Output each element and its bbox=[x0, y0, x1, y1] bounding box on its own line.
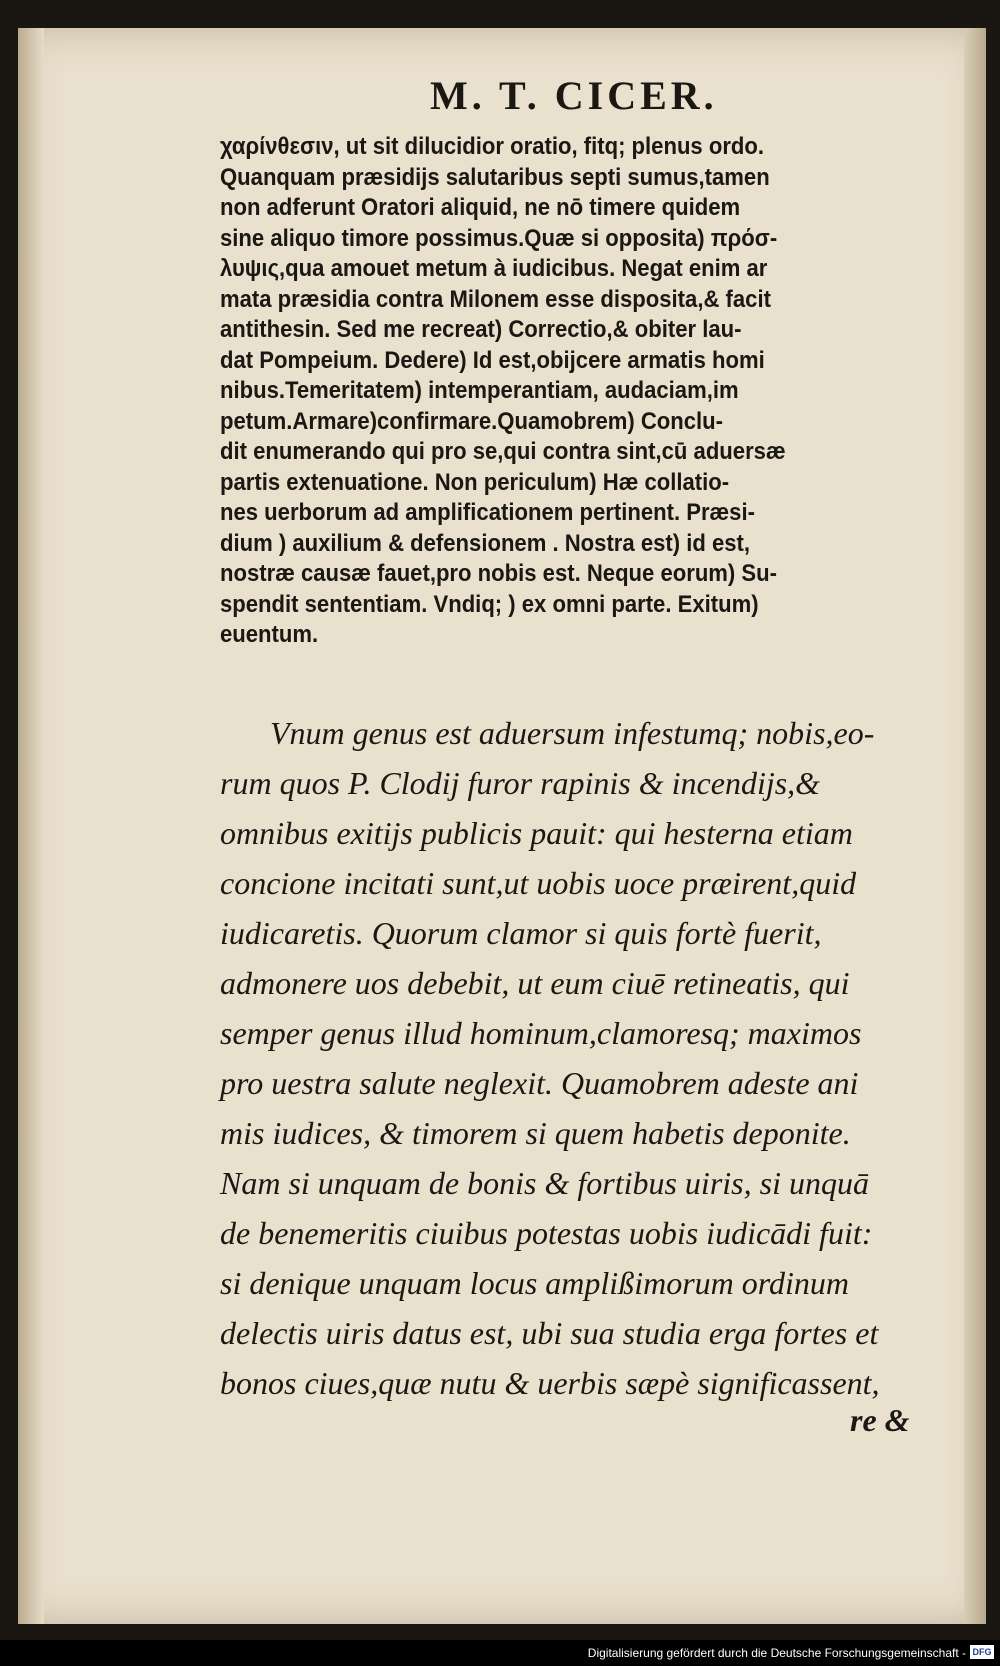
commentary-line: dit enumerando qui pro se,qui contra sint,cū aduersæ bbox=[220, 438, 786, 465]
commentary-block bbox=[220, 132, 940, 651]
main-text-line: mis iudices, & timorem si quem habetis deponite. bbox=[220, 1115, 851, 1151]
dfg-logo: DFG bbox=[970, 1645, 994, 1659]
main-text-line: Nam si unquam de bonis & fortibus uiris, si unquā bbox=[220, 1165, 869, 1201]
main-text-line: iudicaretis. Quorum clamor si quis fortè fuerit, bbox=[220, 915, 822, 951]
commentary-line: λυψις,qua amouet metum à iudicibus. Negat enim ar bbox=[220, 255, 768, 282]
main-text-line: si denique unquam locus amplißimorum ordinum bbox=[220, 1265, 850, 1301]
commentary-line: petum.Armare)confirmare.Quamobrem) Conclu- bbox=[220, 407, 724, 435]
commentary-line: dat Pompeium. Dedere) Id est,obijcere armatis homi bbox=[220, 346, 765, 374]
commentary-line: mata præsidia contra Milonem esse disposita,& facit bbox=[220, 285, 771, 313]
running-head: M. T. CICER. bbox=[430, 73, 718, 118]
commentary-line: euentum. bbox=[220, 621, 319, 648]
footer-credit: Digitalisierung gefördert durch die Deutsche Forschungsgemeinschaft - bbox=[587, 1646, 966, 1660]
main-text-line: concione incitati sunt,ut uobis uoce præirent,quid bbox=[220, 865, 857, 901]
commentary-line: sine aliquo timore possimus.Quæ si opposita) πρόσ- bbox=[220, 224, 778, 252]
commentary-line: χαρίνθεσιν, ut sit dilucidior oratio, fitq; plenus ordo. bbox=[220, 133, 765, 160]
commentary-line: spendit sententiam. Vndiq; ) ex omni parte. Exitum) bbox=[220, 590, 759, 618]
main-text-line: bonos ciues,quæ nutu & uerbis sæpè significassent, bbox=[220, 1365, 880, 1401]
commentary-line: nes uerborum ad amplificationem pertinent. Præsi- bbox=[220, 499, 755, 526]
main-text-line: pro uestra salute neglexit. Quamobrem adeste ani bbox=[220, 1065, 859, 1101]
commentary-line: partis extenuatione. Non periculum) Hæ collatio- bbox=[220, 468, 730, 496]
main-text-line: rum quos P. Clodij furor rapinis & incendijs,& bbox=[220, 765, 821, 801]
main-text-line: semper genus illud hominum,clamoresq; maximos bbox=[220, 1015, 862, 1051]
commentary-line: antithesin. Sed me recreat) Correctio,& obiter lau- bbox=[220, 316, 742, 343]
commentary-line: Quanquam præsidijs salutaribus septi sumus,tamen bbox=[220, 163, 770, 191]
main-text-block bbox=[220, 708, 940, 1408]
catchword: re & bbox=[850, 1402, 910, 1438]
main-text-line: de benemeritis ciuibus potestas uobis iudicādi fuit: bbox=[220, 1215, 873, 1251]
commentary-line: nibus.Temeritatem) intemperantiam, audaciam,im bbox=[220, 377, 739, 404]
main-text-line: admonere uos debebit, ut eum ciuē retineatis, qui bbox=[220, 965, 850, 1001]
page-fore-edge bbox=[964, 28, 986, 1624]
main-text-line: omnibus exitijs publicis pauit: qui hesterna etiam bbox=[220, 815, 853, 851]
commentary-line: nostræ causæ fauet,pro nobis est. Neque eorum) Su- bbox=[220, 560, 778, 587]
commentary-line: non adferunt Oratori aliquid, ne nō timere quidem bbox=[220, 194, 741, 221]
commentary-line: dium ) auxilium & defensionem . Nostra est) id est, bbox=[220, 529, 751, 557]
main-text-line: Vnum genus est aduersum infestumq; nobis,eo- bbox=[270, 715, 875, 751]
page-gutter bbox=[18, 28, 44, 1624]
main-text-line: delectis uiris datus est, ubi sua studia erga fortes et bbox=[220, 1315, 879, 1351]
